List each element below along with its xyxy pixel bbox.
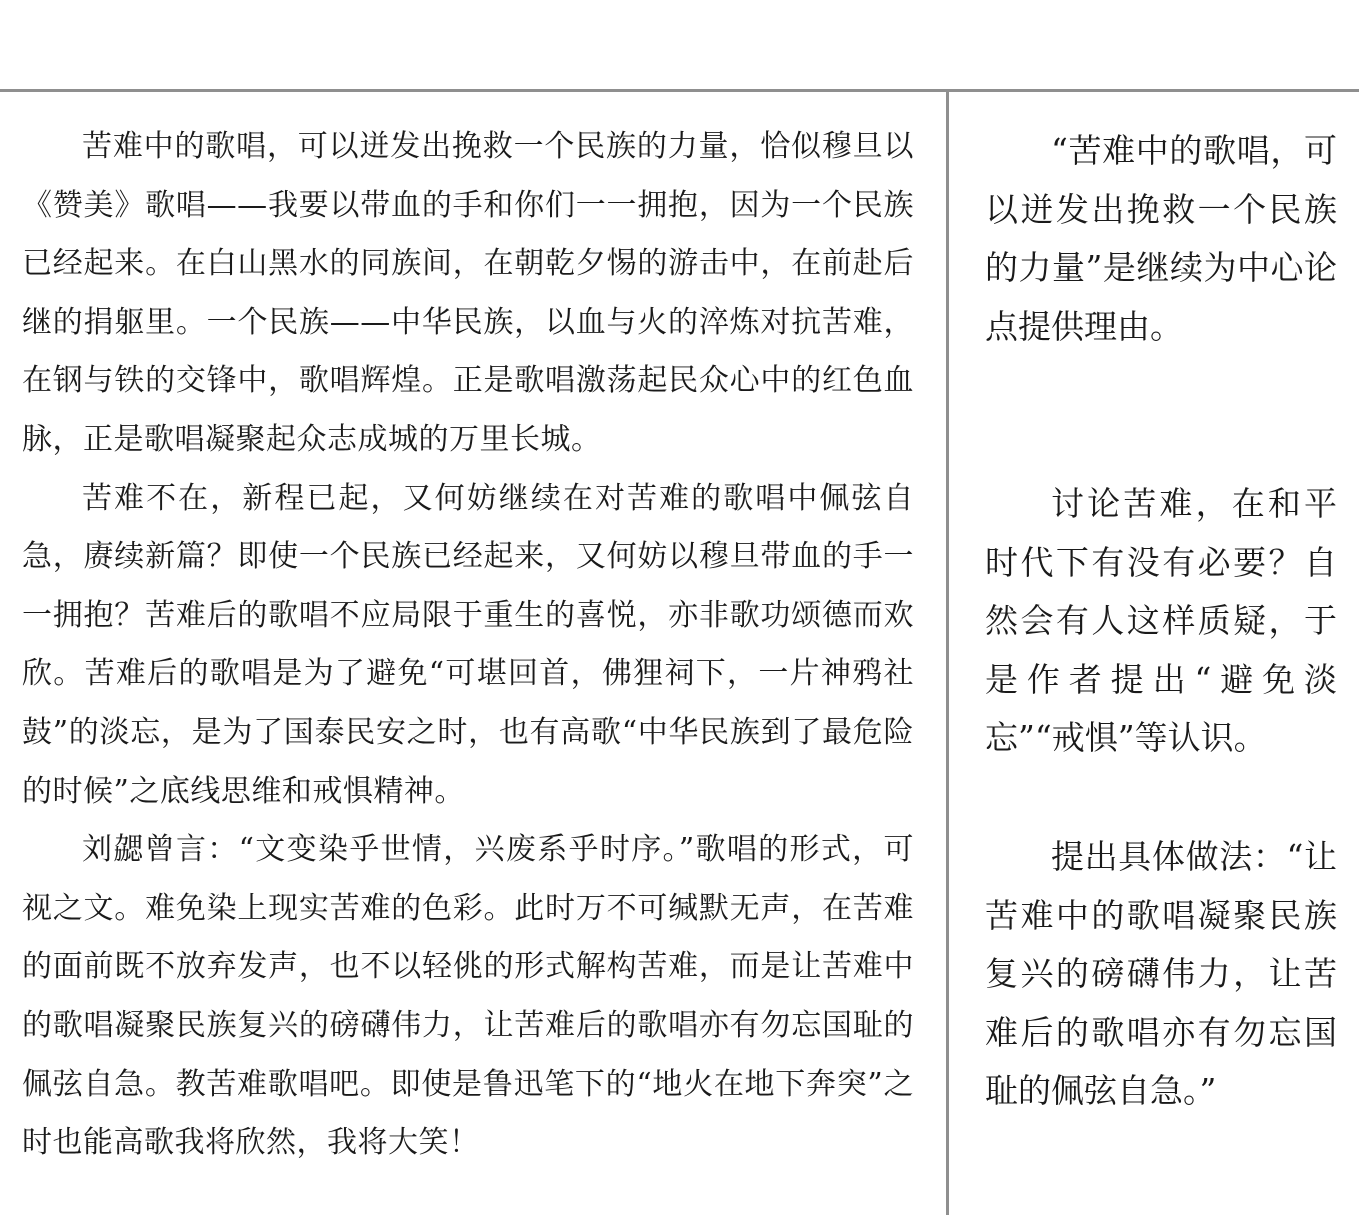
essay-paragraph-2: 苦难不在，新程已起，又何妨继续在对苦难的歌唱中佩弦自急，赓续新篇？即使一个民族已经起来，又何妨以穆旦带血的手一一拥抱？苦难后的歌唱不应局限于重生的喜悦，亦非歌功颂德而欢欣。苦难后的歌唱是为了避免“可堪回首，佛狸祠下，一片神鸦社鼓”的淡忘，是为了国泰民安之时，也有高歌“中华民族到了最危险的时候”之底线思维和戒惧精神。 [22,480,914,809]
essay-paragraph-3: 刘勰曾言：“文变染乎世情，兴废系乎时序。”歌唱的形式，可视之文。难免染上现实苦难的色彩。此时万不可缄默无声，在苦难的面前既不放弃发声，也不以轻佻的形式解构苦难，而是让苦难中的歌唱凝聚民族复兴的磅礴伟力，让苦难后的歌唱亦有勿忘国耻的佩弦自急。教苦难歌唱吧。即使是鲁迅笔下的“地火在地下奔突”之时也能高歌我将欣然，我将大笑！ [22,832,914,1161]
margin-note-3 [985,828,1337,1121]
margin-note-1-text: “苦难中的歌唱，可以迸发出挽救一个民族的力量”是继续为中心论点提供理由。 [985,131,1337,346]
margin-note-2-text: 讨论苦难，在和平时代下有没有必要？自然会有人这样质疑，于是作者提出“避免淡忘”“戒惧”等认识。 [985,484,1337,758]
essay-paragraph-1: 苦难中的歌唱，可以迸发出挽救一个民族的力量，恰似穆旦以《赞美》歌唱——我要以带血的手和你们一一拥抱，因为一个民族已经起来。在白山黑水的同族间，在朝乾夕惕的游击中，在前赴后继的捐躯里。一个民族——中华民族，以血与火的淬炼对抗苦难，在钢与铁的交锋中，歌唱辉煌。正是歌唱激荡起民众心中的红色血脉，正是歌唱凝聚起众志成城的万里长城。 [22,129,914,457]
margin-note-3-text: 提出具体做法：“让苦难中的歌唱凝聚民族复兴的磅礴伟力，让苦难后的歌唱亦有勿忘国耻的佩弦自急。” [985,837,1337,1111]
essay-body [22,118,914,1173]
margin-note-2 [985,475,1337,768]
column-divider [946,92,949,1215]
top-rule [0,89,1359,92]
margin-note-1 [985,122,1337,356]
